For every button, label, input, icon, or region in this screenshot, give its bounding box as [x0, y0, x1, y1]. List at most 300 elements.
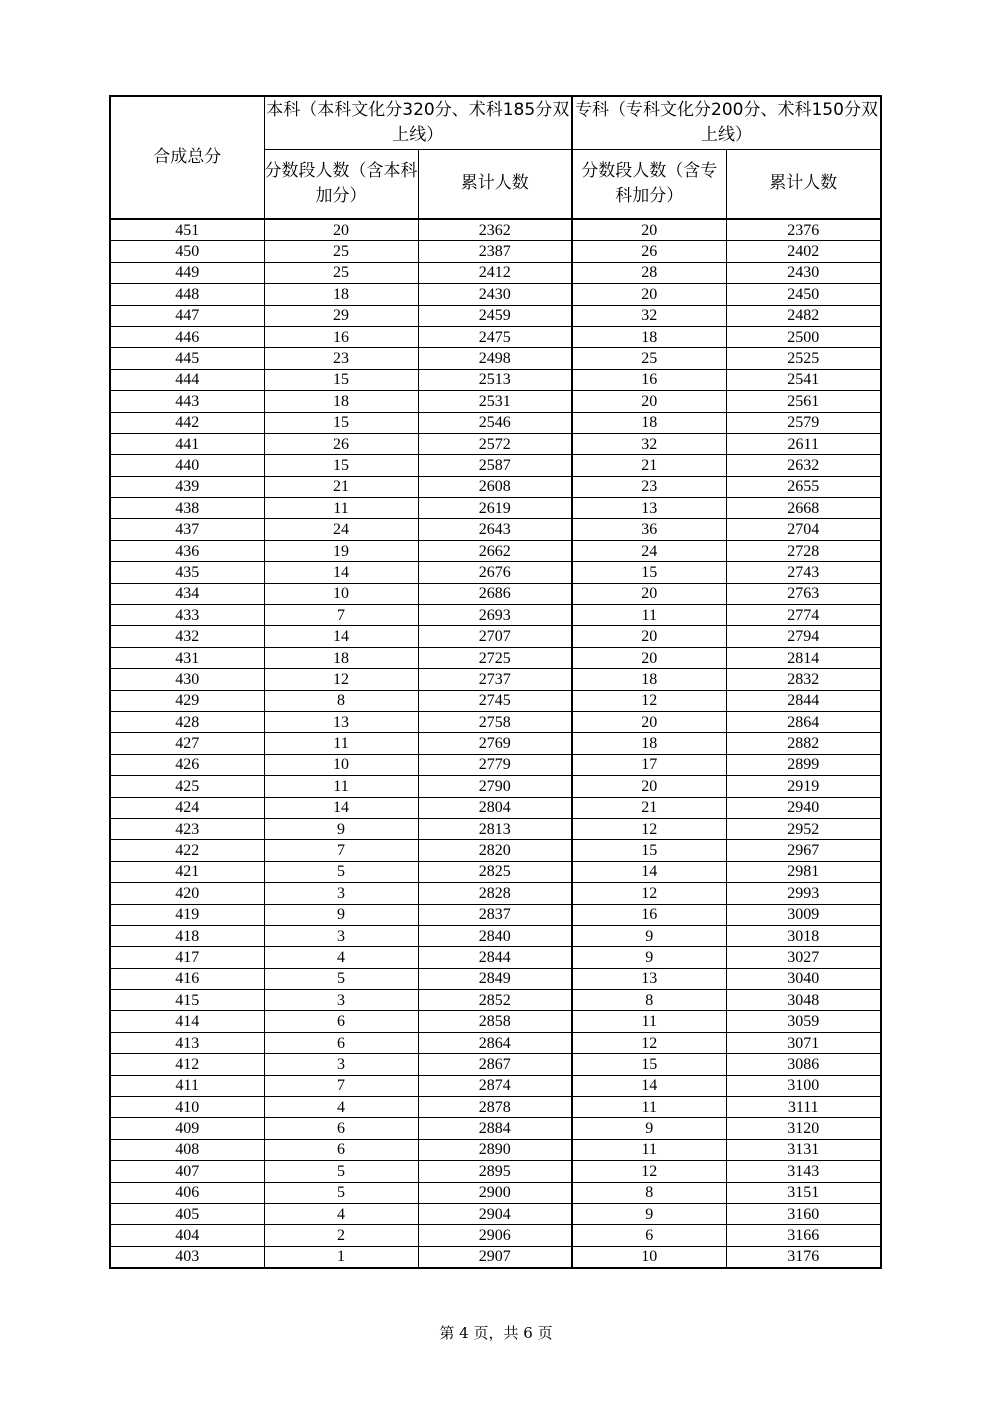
undergrad-count-cell: 11: [264, 498, 418, 519]
junior-cumulative-cell: 2704: [726, 519, 881, 540]
junior-count-cell: 20: [572, 626, 726, 647]
score-distribution-table: [109, 95, 882, 1269]
table-row: [110, 305, 881, 326]
junior-cumulative-cell: 3160: [726, 1203, 881, 1224]
undergrad-cumulative-cell: 2900: [418, 1182, 572, 1203]
table-row: [110, 947, 881, 968]
junior-cumulative-cell: 2430: [726, 262, 881, 283]
table-row: [110, 968, 881, 989]
table-row: [110, 476, 881, 497]
score-cell: 428: [110, 711, 264, 732]
table-row: [110, 1161, 881, 1182]
undergrad-count-cell: 2: [264, 1225, 418, 1246]
junior-count-cell: 20: [572, 391, 726, 412]
undergrad-cumulative-cell: 2844: [418, 947, 572, 968]
score-cell: 423: [110, 818, 264, 839]
table-row: [110, 455, 881, 476]
undergrad-count-cell: 3: [264, 1054, 418, 1075]
table-row: [110, 262, 881, 283]
score-cell: 442: [110, 412, 264, 433]
junior-count-cell: 20: [572, 776, 726, 797]
score-cell: 450: [110, 241, 264, 262]
undergrad-count-cell: 24: [264, 519, 418, 540]
total-score-header: 合成总分: [110, 96, 264, 219]
junior-cumulative-cell: 3048: [726, 990, 881, 1011]
score-cell: 422: [110, 840, 264, 861]
undergrad-count-cell: 10: [264, 583, 418, 604]
junior-count-cell: 32: [572, 305, 726, 326]
score-cell: 413: [110, 1032, 264, 1053]
score-cell: 407: [110, 1161, 264, 1182]
undergrad-cumulative-cell: 2587: [418, 455, 572, 476]
table-header: [110, 96, 881, 219]
junior-cumulative-cell: 3120: [726, 1118, 881, 1139]
undergrad-count-cell: 26: [264, 433, 418, 454]
undergrad-count-cell: 13: [264, 711, 418, 732]
junior-count-cell: 9: [572, 1118, 726, 1139]
junior-count-cell: 28: [572, 262, 726, 283]
undergrad-count-cell: 14: [264, 797, 418, 818]
table-row: [110, 690, 881, 711]
undergrad-cumulative-cell: 2849: [418, 968, 572, 989]
junior-cumulative-cell: 3086: [726, 1054, 881, 1075]
table-row: [110, 498, 881, 519]
junior-cumulative-cell: 3143: [726, 1161, 881, 1182]
undergrad-cumulative-cell: 2852: [418, 990, 572, 1011]
score-cell: 416: [110, 968, 264, 989]
undergrad-cumulative-cell: 2686: [418, 583, 572, 604]
score-cell: 444: [110, 369, 264, 390]
junior-count-cell: 20: [572, 711, 726, 732]
undergrad-cumulative-cell: 2693: [418, 605, 572, 626]
table-row: [110, 647, 881, 668]
undergrad-count-cell: 15: [264, 412, 418, 433]
table-row: [110, 348, 881, 369]
undergrad-count-cell: 25: [264, 241, 418, 262]
table-row: [110, 562, 881, 583]
junior-count-cell: 25: [572, 348, 726, 369]
junior-cumulative-cell: 2899: [726, 754, 881, 775]
table-row: [110, 1246, 881, 1268]
undergrad-cumulative-cell: 2867: [418, 1054, 572, 1075]
table-row: [110, 241, 881, 262]
undergrad-cumulative-cell: 2531: [418, 391, 572, 412]
undergrad-cumulative-cell: 2840: [418, 925, 572, 946]
table-row: [110, 904, 881, 925]
undergrad-cumulative-cell: 2813: [418, 818, 572, 839]
undergrad-cumulative-cell: 2820: [418, 840, 572, 861]
undergrad-count-cell: 15: [264, 369, 418, 390]
junior-cumulative-cell: 2541: [726, 369, 881, 390]
undergrad-cumulative-cell: 2387: [418, 241, 572, 262]
table-row: [110, 1032, 881, 1053]
table-row: [110, 326, 881, 347]
score-cell: 419: [110, 904, 264, 925]
undergrad-cumulative-cell: 2804: [418, 797, 572, 818]
score-cell: 403: [110, 1246, 264, 1268]
junior-count-cell: 8: [572, 1182, 726, 1203]
junior-cumulative-cell: 2864: [726, 711, 881, 732]
junior-count-cell: 14: [572, 1075, 726, 1096]
junior-cumulative-cell: 2668: [726, 498, 881, 519]
undergrad-count-cell: 18: [264, 391, 418, 412]
undergrad-count-cell: 4: [264, 1203, 418, 1224]
score-cell: 414: [110, 1011, 264, 1032]
table-row: [110, 369, 881, 390]
table-row: [110, 1097, 881, 1118]
table-row: [110, 433, 881, 454]
undergrad-cumulative-cell: 2825: [418, 861, 572, 882]
score-cell: 439: [110, 476, 264, 497]
score-cell: 446: [110, 326, 264, 347]
table-row: [110, 1203, 881, 1224]
undergrad-count-cell: 6: [264, 1032, 418, 1053]
junior-count-cell: 21: [572, 455, 726, 476]
undergrad-count-cell: 23: [264, 348, 418, 369]
score-cell: 405: [110, 1203, 264, 1224]
junior-group-header: 专科（专科文化分200分、术科150分双上线）: [572, 96, 881, 149]
score-cell: 432: [110, 626, 264, 647]
score-cell: 435: [110, 562, 264, 583]
undergrad-count-cell: 4: [264, 1097, 418, 1118]
undergrad-count-cell: 20: [264, 219, 418, 241]
score-cell: 412: [110, 1054, 264, 1075]
junior-cumulative-cell: 3071: [726, 1032, 881, 1053]
score-cell: 451: [110, 219, 264, 241]
undergrad-cumulative-cell: 2906: [418, 1225, 572, 1246]
junior-count-cell: 18: [572, 326, 726, 347]
undergrad-count-cell: 5: [264, 861, 418, 882]
table-row: [110, 861, 881, 882]
score-cell: 420: [110, 883, 264, 904]
undergrad-count-cell: 6: [264, 1011, 418, 1032]
undergrad-count-cell: 7: [264, 1075, 418, 1096]
junior-cumulative-cell: 2376: [726, 219, 881, 241]
undergrad-cumulative-cell: 2895: [418, 1161, 572, 1182]
undergrad-count-cell: 14: [264, 626, 418, 647]
score-cell: 404: [110, 1225, 264, 1246]
junior-cumulative-cell: 2655: [726, 476, 881, 497]
junior-count-cell: 11: [572, 1139, 726, 1160]
junior-count-cell: 20: [572, 647, 726, 668]
undergrad-cumulative-cell: 2546: [418, 412, 572, 433]
junior-cumulative-cell: 2763: [726, 583, 881, 604]
junior-count-cell: 11: [572, 1097, 726, 1118]
undergrad-cumulative-cell: 2362: [418, 219, 572, 241]
junior-cumulative-cell: 2611: [726, 433, 881, 454]
table-body: [110, 219, 881, 1268]
score-cell: 441: [110, 433, 264, 454]
undergrad-cumulative-cell: 2459: [418, 305, 572, 326]
junior-count-cell: 11: [572, 1011, 726, 1032]
score-cell: 406: [110, 1182, 264, 1203]
junior-count-cell: 10: [572, 1246, 726, 1268]
junior-cumulative-cell: 2728: [726, 540, 881, 561]
junior-count-cell: 11: [572, 605, 726, 626]
junior-count-cell: 12: [572, 690, 726, 711]
junior-cumulative-cell: 2482: [726, 305, 881, 326]
junior-cumulative-cell: 2832: [726, 669, 881, 690]
undergrad-group-header: 本科（本科文化分320分、术科185分双上线）: [264, 96, 572, 149]
junior-count-cell: 9: [572, 947, 726, 968]
junior-cumulative-cell: 2967: [726, 840, 881, 861]
table-row: [110, 883, 881, 904]
undergrad-cumulative-cell: 2662: [418, 540, 572, 561]
junior-count-cell: 18: [572, 733, 726, 754]
undergrad-count-header: 分数段人数（含本科加分）: [264, 149, 418, 219]
undergrad-count-cell: 3: [264, 925, 418, 946]
score-cell: 415: [110, 990, 264, 1011]
table-row: [110, 840, 881, 861]
table-row: [110, 540, 881, 561]
junior-cumulative-header: 累计人数: [726, 149, 881, 219]
junior-cumulative-cell: 3111: [726, 1097, 881, 1118]
score-cell: 436: [110, 540, 264, 561]
undergrad-cumulative-cell: 2498: [418, 348, 572, 369]
score-cell: 408: [110, 1139, 264, 1160]
score-cell: 430: [110, 669, 264, 690]
table-row: [110, 1118, 881, 1139]
undergrad-count-cell: 3: [264, 883, 418, 904]
score-cell: 448: [110, 284, 264, 305]
table-row: [110, 1054, 881, 1075]
table-row: [110, 776, 881, 797]
junior-cumulative-cell: 2981: [726, 861, 881, 882]
undergrad-cumulative-cell: 2858: [418, 1011, 572, 1032]
table-row: [110, 583, 881, 604]
undergrad-cumulative-cell: 2737: [418, 669, 572, 690]
junior-count-cell: 9: [572, 925, 726, 946]
table-row: [110, 818, 881, 839]
junior-count-cell: 20: [572, 583, 726, 604]
undergrad-cumulative-cell: 2904: [418, 1203, 572, 1224]
score-cell: 411: [110, 1075, 264, 1096]
undergrad-count-cell: 9: [264, 904, 418, 925]
junior-count-cell: 17: [572, 754, 726, 775]
score-cell: 440: [110, 455, 264, 476]
undergrad-count-cell: 12: [264, 669, 418, 690]
junior-cumulative-cell: 3018: [726, 925, 881, 946]
junior-count-cell: 9: [572, 1203, 726, 1224]
undergrad-cumulative-cell: 2907: [418, 1246, 572, 1268]
score-cell: 429: [110, 690, 264, 711]
junior-count-cell: 13: [572, 968, 726, 989]
junior-cumulative-cell: 2632: [726, 455, 881, 476]
undergrad-cumulative-cell: 2769: [418, 733, 572, 754]
junior-cumulative-cell: 2525: [726, 348, 881, 369]
score-cell: 425: [110, 776, 264, 797]
undergrad-cumulative-cell: 2884: [418, 1118, 572, 1139]
junior-cumulative-cell: 2794: [726, 626, 881, 647]
undergrad-cumulative-cell: 2828: [418, 883, 572, 904]
junior-count-cell: 16: [572, 904, 726, 925]
undergrad-count-cell: 9: [264, 818, 418, 839]
junior-count-cell: 36: [572, 519, 726, 540]
table-row: [110, 711, 881, 732]
score-cell: 438: [110, 498, 264, 519]
undergrad-count-cell: 15: [264, 455, 418, 476]
undergrad-count-cell: 1: [264, 1246, 418, 1268]
table-row: [110, 284, 881, 305]
junior-cumulative-cell: 3131: [726, 1139, 881, 1160]
junior-cumulative-cell: 2561: [726, 391, 881, 412]
undergrad-count-cell: 3: [264, 990, 418, 1011]
junior-cumulative-cell: 3059: [726, 1011, 881, 1032]
junior-count-cell: 16: [572, 369, 726, 390]
table-row: [110, 925, 881, 946]
undergrad-cumulative-cell: 2837: [418, 904, 572, 925]
undergrad-count-cell: 16: [264, 326, 418, 347]
junior-count-cell: 20: [572, 219, 726, 241]
undergrad-cumulative-cell: 2475: [418, 326, 572, 347]
undergrad-count-cell: 11: [264, 733, 418, 754]
table-row: [110, 1139, 881, 1160]
undergrad-cumulative-cell: 2676: [418, 562, 572, 583]
score-cell: 424: [110, 797, 264, 818]
undergrad-cumulative-cell: 2430: [418, 284, 572, 305]
undergrad-count-cell: 19: [264, 540, 418, 561]
junior-cumulative-cell: 3100: [726, 1075, 881, 1096]
junior-count-cell: 18: [572, 669, 726, 690]
junior-count-cell: 6: [572, 1225, 726, 1246]
score-cell: 433: [110, 605, 264, 626]
junior-count-cell: 12: [572, 1032, 726, 1053]
undergrad-cumulative-cell: 2608: [418, 476, 572, 497]
undergrad-cumulative-header: 累计人数: [418, 149, 572, 219]
undergrad-cumulative-cell: 2864: [418, 1032, 572, 1053]
junior-cumulative-cell: 3166: [726, 1225, 881, 1246]
score-cell: 410: [110, 1097, 264, 1118]
undergrad-cumulative-cell: 2643: [418, 519, 572, 540]
junior-count-cell: 24: [572, 540, 726, 561]
undergrad-cumulative-cell: 2707: [418, 626, 572, 647]
undergrad-count-cell: 25: [264, 262, 418, 283]
undergrad-cumulative-cell: 2572: [418, 433, 572, 454]
table-row: [110, 605, 881, 626]
junior-count-cell: 20: [572, 284, 726, 305]
undergrad-count-cell: 14: [264, 562, 418, 583]
undergrad-cumulative-cell: 2725: [418, 647, 572, 668]
junior-cumulative-cell: 2500: [726, 326, 881, 347]
junior-cumulative-cell: 3040: [726, 968, 881, 989]
undergrad-cumulative-cell: 2745: [418, 690, 572, 711]
undergrad-cumulative-cell: 2779: [418, 754, 572, 775]
table-row: [110, 797, 881, 818]
undergrad-count-cell: 4: [264, 947, 418, 968]
score-cell: 427: [110, 733, 264, 754]
undergrad-count-cell: 7: [264, 605, 418, 626]
junior-count-cell: 32: [572, 433, 726, 454]
junior-count-cell: 12: [572, 1161, 726, 1182]
score-cell: 417: [110, 947, 264, 968]
score-cell: 409: [110, 1118, 264, 1139]
undergrad-cumulative-cell: 2619: [418, 498, 572, 519]
undergrad-cumulative-cell: 2790: [418, 776, 572, 797]
undergrad-count-cell: 18: [264, 284, 418, 305]
undergrad-count-cell: 5: [264, 968, 418, 989]
junior-cumulative-cell: 2882: [726, 733, 881, 754]
table-row: [110, 1182, 881, 1203]
junior-count-cell: 12: [572, 883, 726, 904]
table-row: [110, 1225, 881, 1246]
junior-cumulative-cell: 2579: [726, 412, 881, 433]
junior-cumulative-cell: 2402: [726, 241, 881, 262]
table-row: [110, 669, 881, 690]
junior-cumulative-cell: 2952: [726, 818, 881, 839]
score-cell: 421: [110, 861, 264, 882]
table-row: [110, 519, 881, 540]
junior-count-cell: 21: [572, 797, 726, 818]
table-row: [110, 391, 881, 412]
junior-cumulative-cell: 2993: [726, 883, 881, 904]
table-row: [110, 1011, 881, 1032]
undergrad-count-cell: 10: [264, 754, 418, 775]
undergrad-count-cell: 29: [264, 305, 418, 326]
undergrad-count-cell: 8: [264, 690, 418, 711]
undergrad-cumulative-cell: 2513: [418, 369, 572, 390]
undergrad-count-cell: 18: [264, 647, 418, 668]
junior-count-cell: 13: [572, 498, 726, 519]
junior-count-cell: 15: [572, 840, 726, 861]
undergrad-cumulative-cell: 2874: [418, 1075, 572, 1096]
junior-count-cell: 26: [572, 241, 726, 262]
junior-cumulative-cell: 2940: [726, 797, 881, 818]
junior-count-cell: 15: [572, 562, 726, 583]
undergrad-cumulative-cell: 2878: [418, 1097, 572, 1118]
page-footer: 第 4 页，共 6 页: [439, 1324, 553, 1342]
junior-count-cell: 12: [572, 818, 726, 839]
undergrad-count-cell: 7: [264, 840, 418, 861]
table-row: [110, 733, 881, 754]
score-cell: 443: [110, 391, 264, 412]
undergrad-count-cell: 6: [264, 1139, 418, 1160]
score-cell: 437: [110, 519, 264, 540]
junior-cumulative-cell: 3009: [726, 904, 881, 925]
junior-count-cell: 23: [572, 476, 726, 497]
score-cell: 449: [110, 262, 264, 283]
score-cell: 445: [110, 348, 264, 369]
score-cell: 447: [110, 305, 264, 326]
score-cell: 426: [110, 754, 264, 775]
undergrad-count-cell: 5: [264, 1182, 418, 1203]
table-row: [110, 219, 881, 241]
table-row: [110, 412, 881, 433]
undergrad-cumulative-cell: 2758: [418, 711, 572, 732]
junior-count-cell: 18: [572, 412, 726, 433]
table-row: [110, 1075, 881, 1096]
junior-count-cell: 8: [572, 990, 726, 1011]
undergrad-cumulative-cell: 2890: [418, 1139, 572, 1160]
table-row: [110, 990, 881, 1011]
junior-count-cell: 15: [572, 1054, 726, 1075]
score-cell: 434: [110, 583, 264, 604]
undergrad-count-cell: 11: [264, 776, 418, 797]
junior-count-header: 分数段人数（含专科加分）: [572, 149, 726, 219]
junior-cumulative-cell: 2450: [726, 284, 881, 305]
undergrad-count-cell: 5: [264, 1161, 418, 1182]
junior-cumulative-cell: 2844: [726, 690, 881, 711]
junior-cumulative-cell: 3151: [726, 1182, 881, 1203]
score-cell: 431: [110, 647, 264, 668]
junior-cumulative-cell: 3027: [726, 947, 881, 968]
junior-cumulative-cell: 3176: [726, 1246, 881, 1268]
table-row: [110, 626, 881, 647]
junior-cumulative-cell: 2774: [726, 605, 881, 626]
undergrad-count-cell: 6: [264, 1118, 418, 1139]
junior-cumulative-cell: 2814: [726, 647, 881, 668]
table-row: [110, 754, 881, 775]
junior-count-cell: 14: [572, 861, 726, 882]
